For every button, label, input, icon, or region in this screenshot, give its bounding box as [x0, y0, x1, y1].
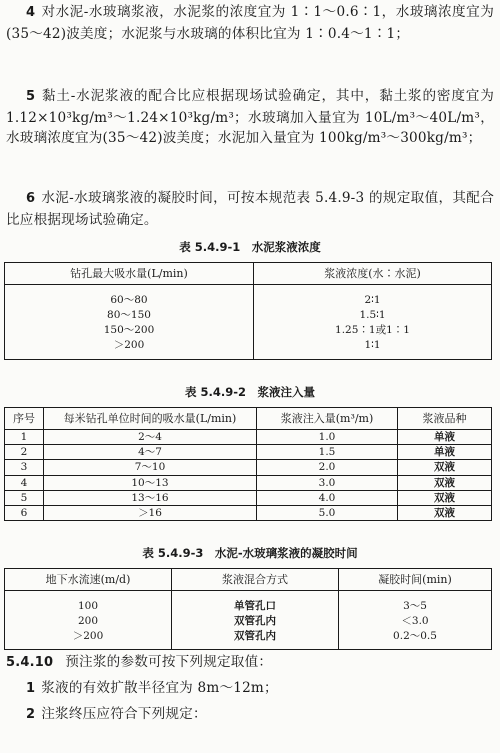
table-cell: 双管孔内: [172, 629, 339, 650]
table-header: 序号: [5, 408, 44, 430]
table-header: 浆液混合方式: [172, 569, 339, 591]
table-cell: 2∶1: [254, 285, 492, 309]
item-text: 注浆终压应符合下列规定：: [41, 706, 207, 722]
table-header-row: [5, 569, 492, 591]
table-cell: 7～10: [44, 460, 257, 475]
table-row: [5, 285, 492, 309]
table-cell: 单液: [398, 445, 492, 460]
table-cell: 双液: [398, 490, 492, 505]
table-cell: 1.5∶1: [254, 308, 492, 323]
table-cell: 200: [5, 614, 172, 629]
table-cell: ＞16: [44, 506, 257, 521]
paragraph-text: 对水泥-水玻璃浆液，水泥浆的浓度宜为 1∶1～0.6∶1，水玻璃浓度宜为(35～42)波美度；水泥浆与水玻璃的体积比宜为 1∶0.4～1∶1；: [6, 4, 494, 42]
paragraph-4: [6, 2, 494, 44]
table-row: [5, 308, 492, 323]
table-row: [5, 475, 492, 490]
table-cell: 5.0: [257, 506, 398, 521]
paragraph-number: 4: [26, 5, 36, 20]
section-5-4-10: [6, 652, 494, 674]
table-cell: 13～16: [44, 490, 257, 505]
table-cell: 双液: [398, 475, 492, 490]
table-header: 地下水流速(m/d): [5, 569, 172, 591]
table-cell: 2.0: [257, 460, 398, 475]
table-cell: 1: [5, 430, 44, 445]
table-cell: 0.2～0.5: [339, 629, 492, 650]
table-cell: 1.25∶1或1∶1: [254, 323, 492, 338]
table-cell: 100: [5, 591, 172, 615]
table-row: [5, 629, 492, 650]
table-cell: ＞200: [5, 629, 172, 650]
table-cell: 3: [5, 460, 44, 475]
table-2-caption: 表 5.4.9-2 浆液注入量: [184, 385, 316, 399]
table-cell: ＜3.0: [339, 614, 492, 629]
table-row: [5, 614, 492, 629]
table-row: [5, 506, 492, 521]
paragraph-text: 水泥-水玻璃浆液的凝胶时间，可按本规范表 5.4.9-3 的规定取值，其配合比应根据现场试验确定。: [6, 190, 494, 228]
table-cell: 双液: [398, 460, 492, 475]
table-cell: 3～5: [339, 591, 492, 615]
table-cell: 单管孔口: [172, 591, 339, 615]
table-cell: 150～200: [5, 323, 254, 338]
table-cell: 1.5: [257, 445, 398, 460]
item-text: 浆液的有效扩散半径宜为 8m～12m；: [41, 680, 278, 696]
item-number: 2: [26, 707, 36, 722]
table-cell: 双液: [398, 506, 492, 521]
table-cell: 5: [5, 490, 44, 505]
table-header-row: [5, 408, 492, 430]
section-text: 预注浆的参数可按下列规定取值：: [65, 654, 273, 670]
paragraph-text: 黏土-水泥浆液的配合比应根据现场试验确定，其中，黏土浆的密度宜为 1.12×10³kg/m³～1.24×10³kg/m³；水玻璃加入量宜为 10L/m³～40L/m³，水玻璃浓度宜为(35～42)波美度；水泥加入量宜为 100kg/m³～300kg/m³；: [6, 88, 494, 146]
table-cell: 1∶1: [254, 338, 492, 360]
table-row: [5, 430, 492, 445]
table-row: [5, 460, 492, 475]
table-header: 凝胶时间(min): [339, 569, 492, 591]
table-1: [4, 262, 492, 360]
table-cell: ＞200: [5, 338, 254, 360]
table-cell: 双管孔内: [172, 614, 339, 629]
section-number: 5.4.10: [6, 655, 54, 670]
section-item-2: [6, 704, 494, 726]
table-header: 浆液浓度(水∶水泥): [254, 263, 492, 285]
table-row: [5, 338, 492, 360]
table-row: [5, 445, 492, 460]
table-cell: 单液: [398, 430, 492, 445]
table-row: [5, 323, 492, 338]
table-3: [4, 568, 492, 650]
table-cell: 80～150: [5, 308, 254, 323]
table-cell: 2: [5, 445, 44, 460]
table-header-row: [5, 263, 492, 285]
table-cell: 3.0: [257, 475, 398, 490]
table-header: 浆液注入量(m³/m): [257, 408, 398, 430]
paragraph-5: [6, 86, 494, 149]
table-cell: 6: [5, 506, 44, 521]
paragraph-number: 6: [26, 191, 36, 206]
item-number: 1: [26, 681, 36, 696]
table-cell: 2～4: [44, 430, 257, 445]
table-header: 浆液品种: [398, 408, 492, 430]
paragraph-6: [6, 188, 494, 230]
table-2: [4, 407, 492, 521]
table-row: [5, 591, 492, 615]
table-3-caption: 表 5.4.9-3 水泥-水玻璃浆液的凝胶时间: [142, 546, 358, 560]
section-item-1: [6, 678, 494, 700]
table-row: [5, 490, 492, 505]
table-header: 钻孔最大吸水量(L/min): [5, 263, 254, 285]
table-cell: 10～13: [44, 475, 257, 490]
table-cell: 4: [5, 475, 44, 490]
table-header: 每米钻孔单位时间的吸水量(L/min): [44, 408, 257, 430]
table-1-caption: 表 5.4.9-1 水泥浆液浓度: [179, 240, 321, 254]
table-cell: 60～80: [5, 285, 254, 309]
table-cell: 1.0: [257, 430, 398, 445]
table-cell: 4～7: [44, 445, 257, 460]
table-cell: 4.0: [257, 490, 398, 505]
paragraph-number: 5: [26, 89, 36, 104]
